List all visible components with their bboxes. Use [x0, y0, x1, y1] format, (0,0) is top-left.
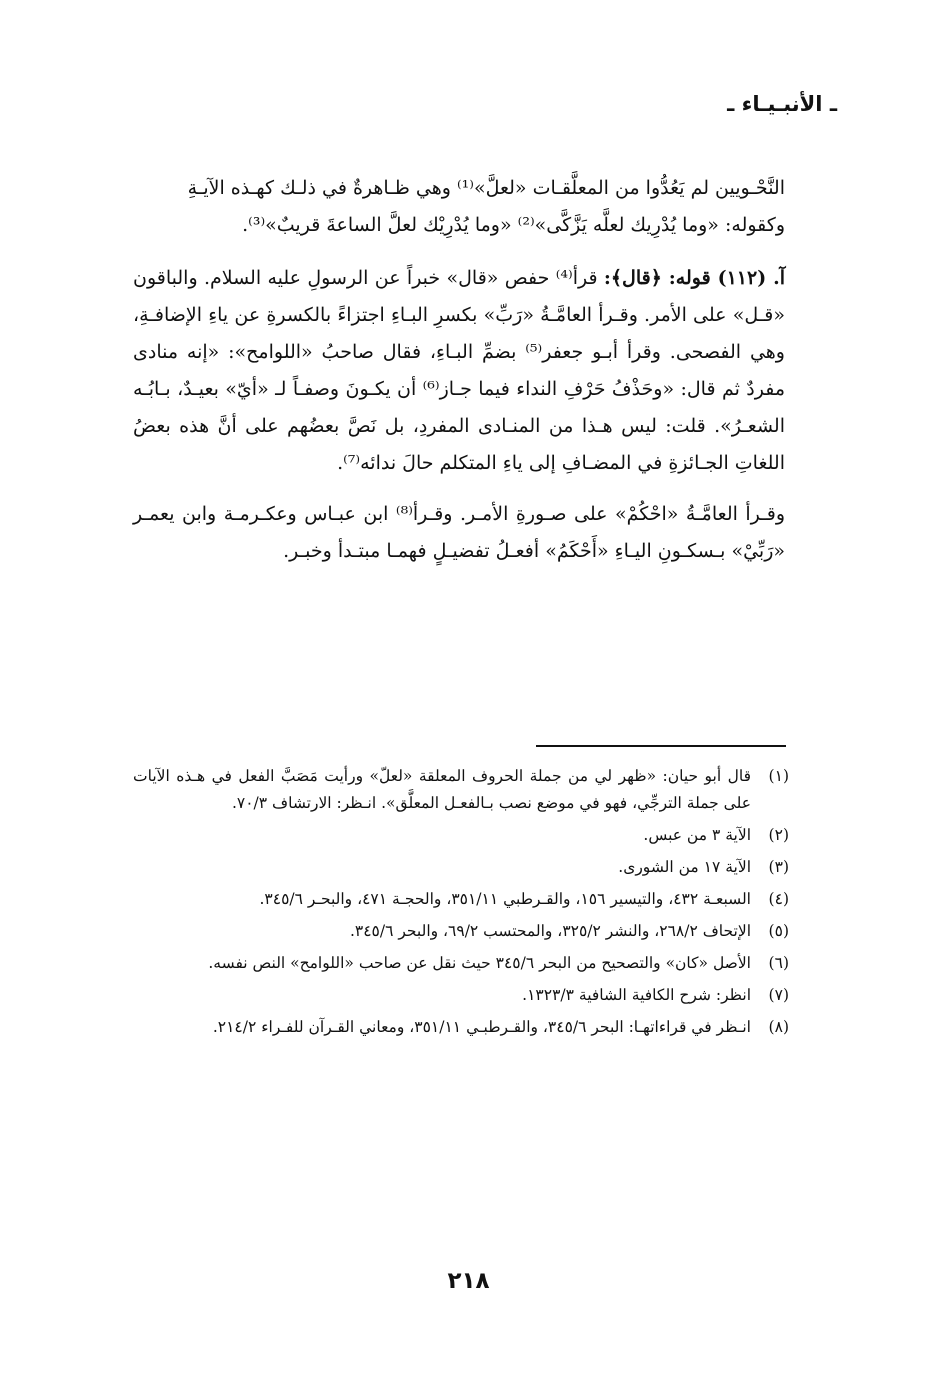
- paragraph-1-line-1: النَّحْـويين لم يَعُدُّوا من المعلَّقـات «لعلَّ»⁽¹⁾ وهي ظـاهرةٌ في ذلـك كهـذه الآيـةِ: [187, 177, 785, 199]
- footnote-text: انظر: شرح الكافية الشافية ١٣٢٣/٣.: [522, 986, 751, 1004]
- running-header: ـ الأنبـيـاء ـ: [727, 92, 837, 116]
- paragraph-1: [133, 170, 785, 244]
- footnote-2: [133, 822, 789, 849]
- footnote-1: [133, 763, 789, 817]
- page-number: ٢١٨: [447, 1268, 490, 1294]
- footnote-5: [133, 918, 789, 945]
- verse-heading: آ. (١١٢) قوله: ﴿قال﴾:: [603, 267, 786, 289]
- paragraph-1-line-2: وكقوله: «وما يُدْرِيك لعلَّه يَزَّكَّى»⁽²⁾ «وما يُدْرِيْك لعلَّ الساعةَ قريبٌ»⁽³⁾.: [242, 214, 785, 236]
- footnote-text: الآية ١٧ من الشورى.: [618, 858, 751, 876]
- footnote-4: [133, 886, 789, 913]
- footnote-number: (١): [768, 767, 789, 785]
- footnote-6: [133, 950, 789, 977]
- footnote-text: انـظر في قراءاتهـا: البحر ٣٤٥/٦، والقـرطبـي ٣٥١/١١، ومعاني القـرآن للفـراء ٢١٤/٢.: [212, 1018, 751, 1036]
- paragraph-3-text: وقـرأ العامَّـةُ «احْكُمْ» على صـورةِ الأمـر. وقـرأ⁽⁸⁾ ابن عبـاس وعكـرمـة وابن يعمـر «رَبِّيْ» بـسكـونِ اليـاءِ «أَحْكَمُ» أفعـلُ تفضيـلٍ فهمـا مبتـدأ وخبـر.: [133, 503, 785, 562]
- footnote-number: (٤): [768, 890, 789, 908]
- footnote-number: (٦): [768, 954, 789, 972]
- footnote-number: (٧): [768, 986, 789, 1004]
- footnote-text: الإتحاف ٢٦٨/٢، والنشر ٣٢٥/٢، والمحتسب ٦٩/٢، والبحر ٣٤٥/٦.: [349, 922, 751, 940]
- footnote-text: الآية ٣ من عبس.: [643, 826, 751, 844]
- main-text: [133, 170, 785, 584]
- footnote-number: (٨): [768, 1018, 789, 1036]
- footnote-number: (٣): [768, 858, 789, 876]
- footnote-number: (٢): [768, 826, 789, 844]
- paragraph-2: [133, 260, 785, 482]
- footnotes: [133, 763, 789, 1046]
- footnote-3: [133, 854, 789, 881]
- footnote-8: [133, 1014, 789, 1041]
- footnote-number: (٥): [768, 922, 789, 940]
- paragraph-2-text: قرأ⁽⁴⁾ حفص «قال» خبراً عن الرسولِ عليه السلام. والباقون «قـل» على الأمر. وقـرأ العامَّـةُ «رَبِّ» بكسرِ البـاءِ اجتزاءً بالكسرةِ عن ياءِ الإضافـةِ، وهي الفصحى. وقرأ أبـو جعفر⁽⁵⁾ بضمِّ البـاءِ، فقال صاحبُ «اللوامح»: «إنه منادى مفردٌ ثم قال: «وحَذْفُ حَرْفِ النداء فيما جـاز⁽⁶⁾ أن يكـونَ وصفـاً لـ «أيّ» بعيـدٌ، بـابُـه الشعـرُ». قلت: ليس هـذا من المنـادى المفردِ، بل نَصَّ بعضُهم على أنَّ هذه بعضُ اللغاتِ الجـائزةِ في المضـافِ إلى ياءِ المتكلم حالَ ندائه⁽⁷⁾.: [133, 267, 785, 474]
- footnote-7: [133, 982, 789, 1009]
- footnote-text: قال أبو حيان: «ظهر لي من جملة الحروف المعلقة «لعلّ» ورأيت مَصَبَّ الفعل في هـذه الآيات على جملة الترجِّي، فهو في موضع نصب بـالفعـل المعلَّق». انـظر: الارتشاف ٧٠/٣.: [133, 767, 751, 812]
- paragraph-3: [133, 496, 785, 570]
- footnote-text: الأصل «كان» والتصحيح من البحر ٣٤٥/٦ حيث نقل عن صاحب «اللوامح» النص نفسه.: [208, 954, 751, 972]
- footnote-text: السبعـة ٤٣٢، والتيسير ١٥٦، والقـرطبي ٣٥١/١١، والحجـة ٤٧١، والبحـر ٣٤٥/٦.: [259, 890, 751, 908]
- footnote-divider: [536, 745, 786, 747]
